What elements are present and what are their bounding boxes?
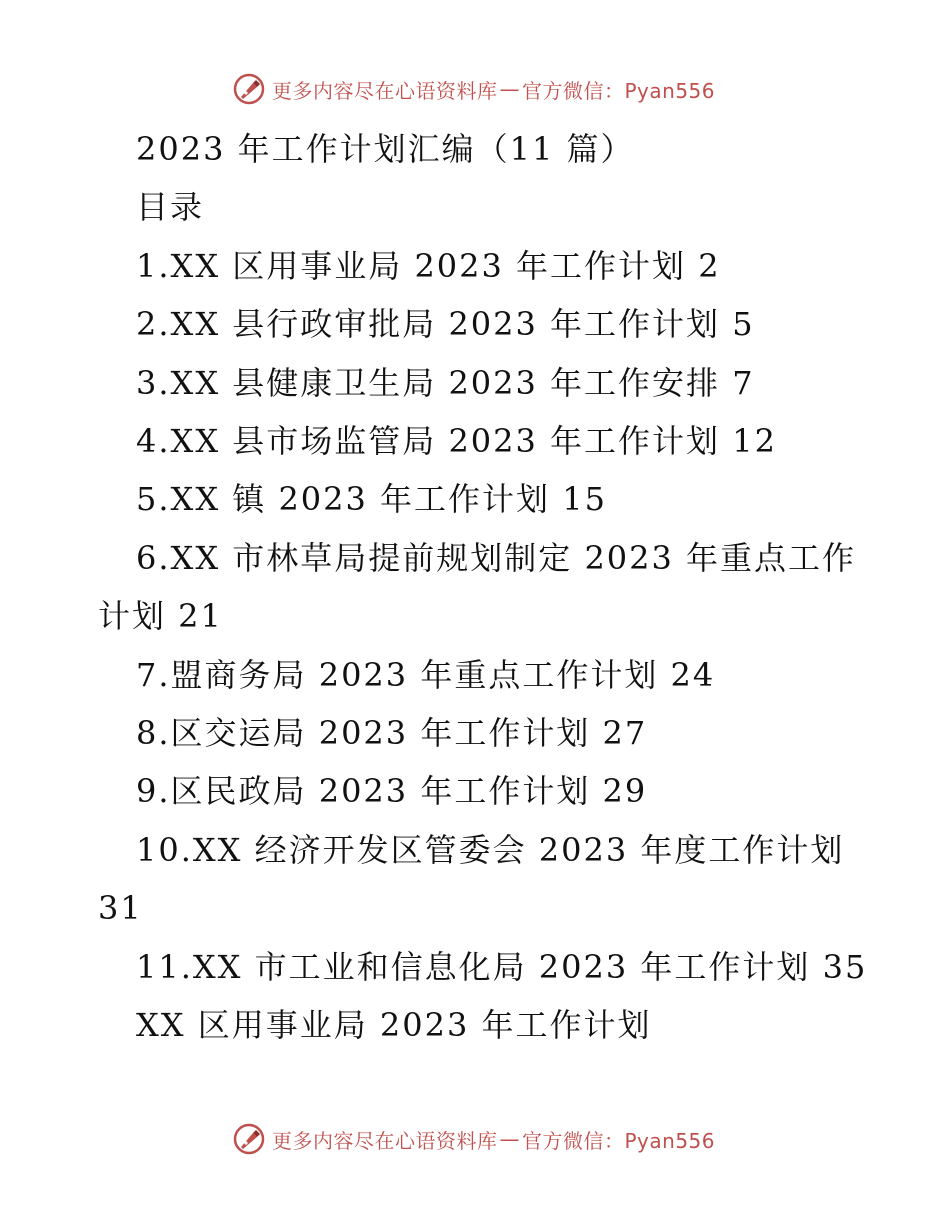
toc-entry: 7.盟商务局 2023 年重点工作计划 24 xyxy=(136,655,716,694)
watermark-main-text: 更多内容尽在心语资料库 xyxy=(272,1128,498,1153)
toc-entry: 11.XX 市工业和信息化局 2023 年工作计划 35 xyxy=(136,947,868,986)
footer-watermark xyxy=(232,1122,715,1156)
pen-nib-logo-icon xyxy=(232,1122,266,1156)
toc-entry: 8.区交运局 2023 年工作计划 27 xyxy=(136,714,648,753)
toc-entry: 9.区民政局 2023 年工作计划 29 xyxy=(136,772,648,811)
toc-entry: 1.XX 区用事业局 2023 年工作计划 2 xyxy=(136,246,721,285)
toc-entry-continuation: 计划 21 xyxy=(98,597,223,636)
section-heading: XX 区用事业局 2023 年工作计划 xyxy=(136,1006,652,1045)
toc-entry: 6.XX 市林草局提前规划制定 2023 年重点工作 xyxy=(136,538,857,577)
toc-entry-continuation: 31 xyxy=(98,889,143,928)
watermark-wechat-text: 官方微信：Pyan556 xyxy=(522,78,716,103)
toc-heading: 目录 xyxy=(136,188,205,227)
toc-entry: 5.XX 镇 2023 年工作计划 15 xyxy=(136,480,607,519)
header-watermark xyxy=(232,72,715,106)
watermark-wechat-text: 官方微信：Pyan556 xyxy=(522,1128,716,1153)
watermark-dash: — xyxy=(499,1127,520,1151)
document-body xyxy=(98,120,868,1055)
toc-entry: 2.XX 县行政审批局 2023 年工作计划 5 xyxy=(136,305,755,344)
watermark-dash: — xyxy=(499,77,520,101)
watermark-main-text: 更多内容尽在心语资料库 xyxy=(272,78,498,103)
toc-entry: 4.XX 县市场监管局 2023 年工作计划 12 xyxy=(136,422,777,461)
document-title: 2023 年工作计划汇编（11 篇） xyxy=(136,130,635,168)
pen-nib-logo-icon xyxy=(232,72,266,106)
toc-entry: 3.XX 县健康卫生局 2023 年工作安排 7 xyxy=(136,363,755,402)
toc-entry: 10.XX 经济开发区管委会 2023 年度工作计划 xyxy=(136,830,845,869)
